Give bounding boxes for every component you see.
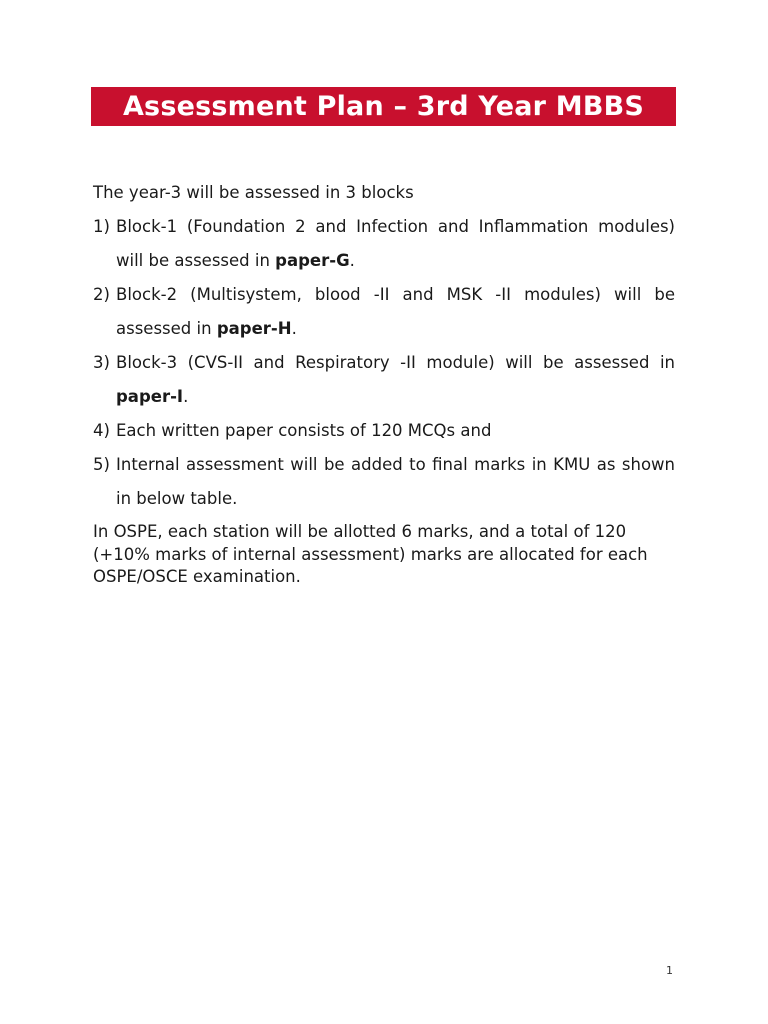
block-list	[93, 210, 675, 516]
intro-paragraph: The year-3 will be assessed in 3 blocks	[93, 183, 414, 202]
list-item-number: 2)	[93, 285, 110, 304]
list-item-text-before: Block-1 (Foundation 2 and Infection and Inflammation modules) will be assessed in	[116, 217, 675, 270]
list-item-text	[116, 346, 675, 414]
page-title: Assessment Plan – 3rd Year MBBS	[122, 91, 645, 122]
ospe-paragraph: In OSPE, each station will be allotted 6 marks, and a total of 120 (+10% marks of internal assessment) marks are allocated for each OSPE/OSCE examination.	[93, 522, 648, 586]
list-item-text-before: Each written paper consists of 120 MCQs and	[116, 421, 492, 440]
list-item	[93, 210, 675, 278]
list-item	[93, 278, 675, 346]
list-item-text	[116, 448, 675, 516]
list-item	[93, 448, 675, 516]
list-item	[93, 414, 675, 448]
list-item-text-before: Internal assessment will be added to final marks in KMU as shown in below table.	[116, 455, 675, 508]
list-item-number: 5)	[93, 455, 110, 474]
page-number: 1	[666, 964, 673, 977]
list-item-paper: paper-H	[216, 319, 292, 338]
title-banner	[91, 87, 676, 126]
list-item-text-before: Block-2 (Multisystem, blood -II and MSK -II modules) will be assessed in	[116, 285, 675, 338]
document-body	[93, 176, 675, 589]
list-item-text	[116, 414, 675, 448]
list-item-text-after: .	[183, 387, 189, 406]
list-item-number: 1)	[93, 217, 110, 236]
list-item-text	[116, 278, 675, 346]
list-item-text-before: Block-3 (CVS-II and Respiratory -II module) will be assessed in	[116, 353, 675, 372]
list-item-paper: paper-I	[116, 387, 184, 406]
list-item-number: 3)	[93, 353, 110, 372]
list-item-text	[116, 210, 675, 278]
list-item-text-after: .	[349, 251, 355, 270]
list-item	[93, 346, 675, 414]
list-item-text-after: .	[291, 319, 297, 338]
list-item-number: 4)	[93, 421, 110, 440]
list-item-paper: paper-G	[275, 251, 350, 270]
